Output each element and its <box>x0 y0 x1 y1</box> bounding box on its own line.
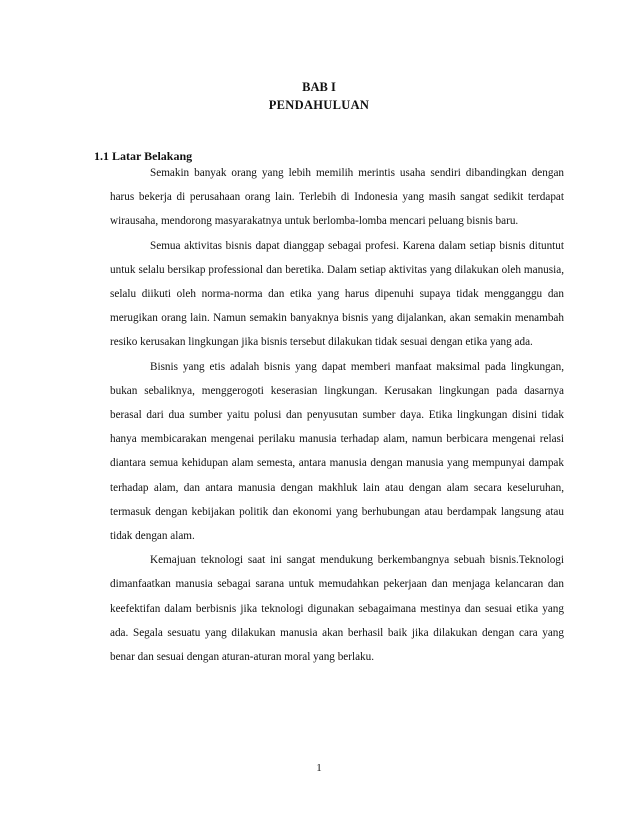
paragraph-2: Semua aktivitas bisnis dapat dianggap sebagai profesi. Karena dalam setiap bisnis dituntut untuk selalu bersikap professional dan beretika. Dalam setiap aktivitas yang dilakukan oleh manusia, selalu diikuti oleh norma-norma dan etika yang harus dipenuhi supaya tidak mengganggu dan merugikan orang lain. Namun semakin banyaknya bisnis yang dijalankan, akan semakin menambah resiko kerusakan lingkungan jika bisnis tersebut dilakukan tidak sesuai dengan etika yang ada. <box>110 239 564 349</box>
page-number: 1 <box>316 762 322 774</box>
chapter-number: BAB I <box>302 80 336 94</box>
chapter-title: PENDAHULUAN <box>268 98 370 112</box>
paragraph-1: Semakin banyak orang yang lebih memilih merintis usaha sendiri dibandingkan dengan harus bekerja di perusahaan orang lain. Terlebih di Indonesia yang masih sangat sedikit terdapat wirausaha, mendorong masyarakatnya untuk berlomba-lomba mencari peluang bisnis baru. <box>110 167 564 228</box>
body-text <box>110 161 564 669</box>
section-heading: 1.1 Latar Belakang <box>94 149 193 163</box>
paragraph-3: Bisnis yang etis adalah bisnis yang dapat memberi manfaat maksimal pada lingkungan, bukan sebaliknya, menggerogoti keserasian lingkungan. Kerusakan lingkungan pada dasarnya berasal dari dua sumber yaitu polusi dan penyusutan sumber daya. Etika lingkungan disini tidak hanya membicarakan mengenai perilaku manusia terhadap alam, namun berbicara mengenai relasi diantara semua kehidupan alam semesta, antara manusia dengan manusia yang mempunyai dampak terhadap alam, dan antara manusia dengan makhluk lain atau dengan alam secara keseluruhan, termasuk dengan kebijakan politik dan ekonomi yang berhubungan atau berdampak langsung atau tidak dengan alam. <box>110 360 564 543</box>
paragraph-4: Kemajuan teknologi saat ini sangat mendukung berkembangnya sebuah bisnis.Teknologi dimanfaatkan manusia sebagai sarana untuk memudahkan pekerjaan dan menjaga kelancaran dan keefektifan dalam berbisnis jika teknologi digunakan sebagaimana mestinya dan sesuai etika yang ada. Segala sesuatu yang dilakukan manusia akan berhasil baik jika dilakukan dengan cara yang benar dan sesuai dengan aturan-aturan moral yang berlaku. <box>110 554 564 664</box>
